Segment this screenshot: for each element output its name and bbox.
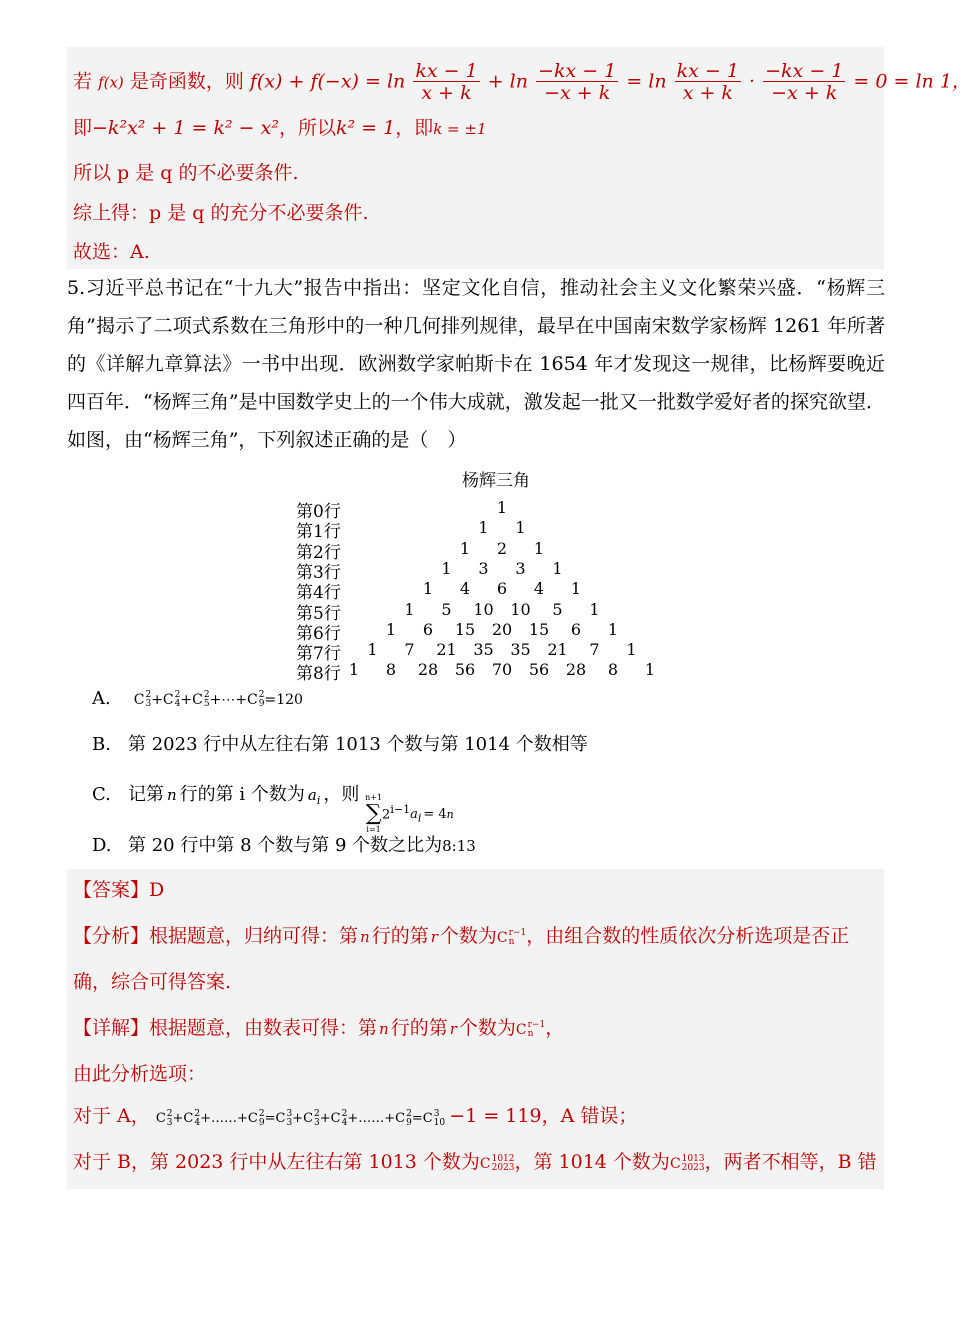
text: 行的第 i 个数为 (179, 784, 305, 805)
triangle-number: 56 (454, 660, 476, 680)
text: ， (545, 1017, 565, 1039)
triangle-number: 1 (496, 498, 508, 517)
fraction (763, 61, 845, 104)
triangle-number: 56 (528, 660, 550, 680)
triangle-number: 1 (478, 518, 489, 538)
comb-1012: C 1012 2023 (479, 1154, 515, 1173)
text: 若 (73, 70, 93, 93)
triangle-number: 1 (515, 518, 526, 538)
text: −1 = 119，A 错误； (449, 1105, 638, 1127)
text: 根据题意，由数表可得：第 (149, 1017, 378, 1039)
math-op: = ln (626, 70, 667, 93)
triangle-number: 1 (589, 599, 600, 619)
option-a-tail: =120 (264, 692, 303, 708)
triangle-row-label: 第0行 (296, 502, 341, 522)
text: 行的第 (390, 1017, 448, 1039)
text: 是奇函数，则 (129, 70, 244, 93)
triangle-number: 6 (422, 619, 434, 639)
math-r: r (449, 1020, 457, 1038)
math-expr: f(x) + f(−x) = ln (249, 70, 406, 93)
math-tail: = 0 = ln 1， (853, 70, 971, 93)
triangle-number: 15 (454, 619, 476, 639)
math-op: · (749, 70, 756, 93)
option-label: B. (92, 734, 111, 755)
solution-line-4: 综上得：p 是 q 的充分不必要条件. (73, 202, 369, 224)
option-d-text: 第 20 行中第 8 个数与第 9 个数之比为 (128, 835, 443, 856)
option-d-ratio: 8:13 (442, 837, 476, 855)
triangle-number: 1 (422, 579, 434, 599)
math-op: + ln (487, 70, 528, 93)
triangle-number: 4 (459, 579, 471, 599)
fraction (413, 61, 479, 104)
option-label: A. (92, 688, 111, 709)
triangle-number: 1 (367, 640, 378, 660)
solution-line-5: 故选：A. (73, 241, 150, 263)
triangle-title: 杨辉三角 (462, 471, 530, 491)
triangle-number: 8 (385, 660, 397, 680)
tag: 【分析】 (73, 925, 150, 947)
question-paragraph: 5.习近平总书记在“十九大”报告中指出：坚定文化自信，推动社会主义文化繁荣兴盛．“杨辉三角”揭示了二项式系数在三角形中的一种几何排列规律，最早在中国南宋数学家杨辉 1261 年所著的《详解九章算法》一书中出现．欧洲数学家帕斯卡在 1654 年才发现这一规律，比杨辉要晚近四百年．“杨辉三角”是中国数学史上的一个伟大成就，激发起一批又一批数学爱好者的探究欲望．如图，由“杨辉三角”，下列叙述正确的是（ ） (67, 277, 885, 451)
triangle-row-label: 第1行 (296, 522, 341, 543)
math-n: n (379, 1020, 389, 1038)
triangle-row-label: 第2行 (296, 542, 341, 563)
text: 个数为 (439, 925, 497, 947)
triangle-number: 35 (473, 640, 494, 660)
triangle-number: 1 (607, 619, 619, 639)
triangle-number: 10 (473, 599, 494, 619)
sum-top: n+1 (365, 793, 383, 802)
text: 根据题意，归纳可得：第 (149, 925, 359, 947)
option-b (92, 730, 588, 756)
sum-eq: = 4 (423, 806, 447, 822)
sum-exp: n (446, 807, 454, 821)
math-ai: $a_i$ (307, 786, 321, 807)
triangle-number: 7 (589, 640, 600, 660)
tag: 【详解】 (73, 1017, 150, 1039)
math-expr: k² = 1 (335, 117, 396, 139)
math-n: n (360, 928, 370, 946)
triangle-number: 20 (491, 619, 513, 639)
triangle-number: 35 (510, 640, 531, 660)
triangle-number: 1 (552, 558, 563, 578)
ai-base: a (307, 786, 317, 804)
triangle-row-label: 第5行 (296, 603, 341, 624)
triangle-row-label: 第6行 (296, 623, 341, 644)
triangle-number: 1 (626, 640, 637, 660)
comb-expr: C r−1 n (515, 1020, 546, 1039)
text: ，两者不相等，B 错 (704, 1151, 877, 1173)
triangle-number: 5 (441, 599, 452, 619)
text: 即 (73, 117, 93, 139)
text: 个数为 (458, 1017, 516, 1039)
triangle-number: 28 (417, 660, 439, 680)
triangle-number: 1 (404, 599, 415, 619)
triangle-number: 1 (459, 538, 471, 558)
option-d (92, 831, 476, 857)
triangle-number: 10 (510, 599, 531, 619)
solution-line-3: 所以 p 是 q 的不必要条件. (73, 162, 299, 184)
triangle-number: 1 (570, 579, 582, 599)
solution-line-1 (73, 61, 971, 104)
answer-line: 【答案】D (73, 879, 165, 901)
option-a-expr: C 2 3 +C 2 4 +C 2 5 +⋯+C 2 9 =120 (133, 690, 303, 709)
detail-line-2: 由此分析选项： (73, 1063, 207, 1085)
fraction (536, 61, 618, 104)
fraction (675, 61, 741, 104)
num: −kx − 1 (538, 60, 617, 82)
sum-bot: i=1 (366, 825, 381, 834)
analysis-line-1 (73, 923, 849, 951)
num: kx − 1 (415, 60, 478, 82)
solution-continuation-block (67, 47, 971, 269)
option-a (92, 688, 303, 709)
triangle-number: 6 (570, 619, 582, 639)
triangle-number: 1 (385, 619, 397, 639)
option-c (92, 780, 454, 835)
text: 记第 (128, 784, 164, 805)
den: x + k (682, 82, 733, 104)
triangle-number: 2 (496, 538, 508, 558)
math-expr: −k²x² + 1 = k² − x² (92, 117, 279, 139)
num: −kx − 1 (765, 60, 844, 82)
triangle-number: 5 (552, 599, 563, 619)
analysis-line-2: 确，综合可得答案. (73, 971, 232, 993)
math-fx: f(x) (98, 73, 124, 92)
triangle-number: 15 (528, 619, 550, 639)
option-label: D. (92, 835, 112, 856)
detail-line-a (73, 1103, 637, 1132)
a-check-expr: C 2 3 +C 2 4 +……+C 2 9 =C 3 3 +C 2 3 +C 2 4 +……+C 2 9 =C 3 10 (155, 1109, 446, 1128)
triangle-row-label: 第3行 (296, 562, 341, 583)
math-r: r (430, 928, 438, 946)
den: −x + k (544, 82, 611, 104)
triangle-number: 3 (478, 558, 489, 578)
triangle-number: 1 (644, 660, 656, 680)
num: kx − 1 (676, 60, 739, 82)
text: ，即 (395, 117, 434, 139)
triangle-row-label: 第7行 (296, 644, 341, 665)
text: ，所以 (278, 117, 336, 139)
detail-line-b (73, 1149, 877, 1177)
option-label: C. (92, 784, 111, 805)
triangle-number: 1 (533, 538, 545, 558)
triangle-number: 21 (547, 640, 568, 660)
triangle-number: 3 (515, 558, 526, 578)
solution-line-2 (73, 115, 487, 142)
triangle-row-label: 第4行 (296, 583, 341, 604)
text: ，则 (323, 784, 360, 805)
comb-expr: C r−1 n (496, 928, 527, 947)
triangle-number: 21 (436, 640, 457, 660)
triangle-number: 1 (348, 660, 360, 680)
math-expr: k = ±1 (433, 120, 487, 138)
answer-block (67, 869, 884, 1189)
den: x + k (421, 82, 472, 104)
detail-line-1 (73, 1015, 564, 1043)
sum-expr: n+1 ∑ i=1 $2^{i-1}a_i$ = 4 n (365, 793, 454, 834)
option-b-text: 第 2023 行中从左往右第 1013 个数与第 1014 个数相等 (128, 734, 588, 755)
triangle-number: 70 (491, 660, 513, 680)
triangle-number: 6 (496, 579, 508, 599)
text: ，第 1014 个数为 (514, 1151, 670, 1173)
comb-1013: C 1013 2023 (669, 1154, 705, 1173)
text: 行的第 (371, 925, 429, 947)
triangle-number: 7 (404, 640, 415, 660)
triangle-row-label: 第8行 (296, 664, 341, 685)
den: −x + k (771, 82, 838, 104)
triangle-number: 28 (565, 660, 587, 680)
triangle-number: 1 (441, 558, 452, 578)
text: 对于 A， (73, 1105, 150, 1127)
triangle-number: 4 (533, 579, 545, 599)
triangle-number: 8 (607, 660, 619, 680)
math-n: n (167, 786, 177, 804)
text: 对于 B，第 2023 行中从左往右第 1013 个数为 (73, 1151, 480, 1173)
text: ，由组合数的性质依次分析选项是否正 (526, 925, 850, 947)
